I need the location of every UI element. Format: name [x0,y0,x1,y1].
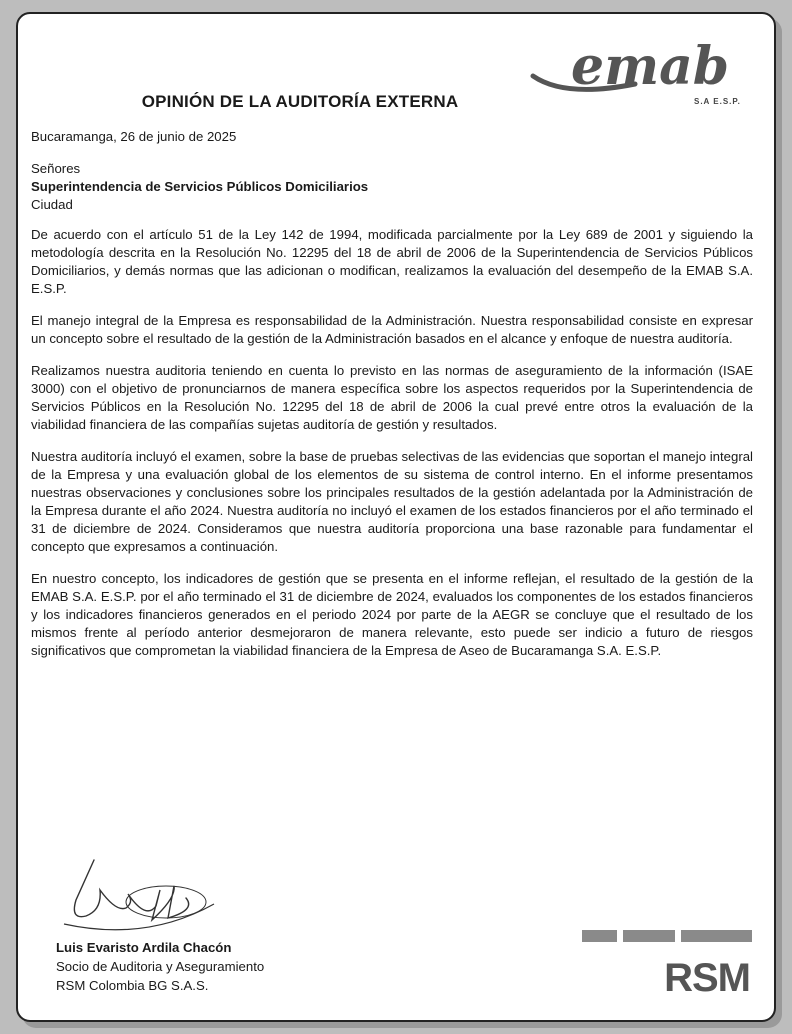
document-title: OPINIÓN DE LA AUDITORÍA EXTERNA [141,92,459,111]
emab-logo-wordmark: emab [571,36,730,97]
handwritten-signature [56,850,226,940]
salutation: Señores [31,161,81,176]
emab-logo-suffix: S.A E.S.P. [694,97,741,106]
paragraph-5: En nuestro concepto, los indicadores de gestión que se presenta en el informe reflejan, el resultado de la gestión de la EMAB S.A. E.S.P. por el año terminado el 31 de diciembre de 2024, evaluados los componentes de los estados financieros y los indicadores financieros generados en el periodo 2024 por parte de la AEGR se concluye que el resultado de los mismos frente al período anterior desmejoraron de manera relevante, esto puede ser indicio a futuro de riesgos significativos que comprometan la viabilidad financiera de la Empresa de Aseo de Bucaramanga S.A. E.S.P. [31,571,753,658]
addressee-entity: Superintendencia de Servicios Públicos Domiciliarios [31,179,369,194]
signatory-block [56,938,264,995]
rsm-logo-bars [582,930,752,942]
signatory-name: Luis Evaristo Ardila Chacón [56,940,232,955]
paragraph-2: El manejo integral de la Empresa es responsabilidad de la Administración. Nuestra responsabilidad consiste en expresar un concepto sobre el resultado de la gestión de la Administración basados en el alcance y enfoque de nuestra auditoría. [31,313,753,346]
rsm-bar [623,930,675,942]
addressee-city: Ciudad [31,197,73,212]
paragraph-4: Nuestra auditoría incluyó el examen, sobre la base de pruebas selectivas de las evidencias que soportan el manejo integral de la Empresa y una evaluación global de los elementos de su sistema de control interno. En el informe presentamos nuestras observaciones y conclusiones sobre los principales resultados de la gestión adelantada por la Administración de la Empresa durante el año 2024. Nuestra auditoría no incluyó el examen de los estados financieros por el año terminado el 31 de diciembre de 2024. Consideramos que nuestra auditoría proporciona una base razonable para fundamentar el concepto que expresamos a continuación. [31,449,753,554]
letter-body [31,128,753,660]
date-line: Bucaramanga, 26 de junio de 2025 [31,129,237,144]
rsm-bar [582,930,617,942]
paragraph-3: Realizamos nuestra auditoria teniendo en cuenta lo previsto en las normas de aseguramiento de la información (ISAE 3000) con el objetivo de pronunciarnos de manera específica sobre los aspectos requeridos por la Superintendencia de Servicios Públicos en la Resolución No. 12295 del 18 de abril de 2006 la cual prevé entre otros la evaluación de la viabilidad financiera de las compañías sujetas auditoría de gestión y resultados. [31,363,753,432]
signatory-role: Socio de Auditoria y Aseguramiento [56,959,265,974]
rsm-bar [681,930,752,942]
signatory-firm: RSM Colombia BG S.A.S. [56,978,209,993]
rsm-logo-wordmark: RSM [664,956,750,1000]
paragraph-1: De acuerdo con el artículo 51 de la Ley 142 de 1994, modificada parcialmente por la Ley 689 de 2001 y siguiendo la metodología descrita en la Resolución No. 12295 del 18 de abril de 2006 de la Superintendencia de Servicios Públicos Domiciliarios, y demás normas que las adicionan o modifican, realizamos la evaluación del desempeño de la EMAB S.A. E.S.P. [31,227,753,296]
rsm-logo [582,930,752,1000]
